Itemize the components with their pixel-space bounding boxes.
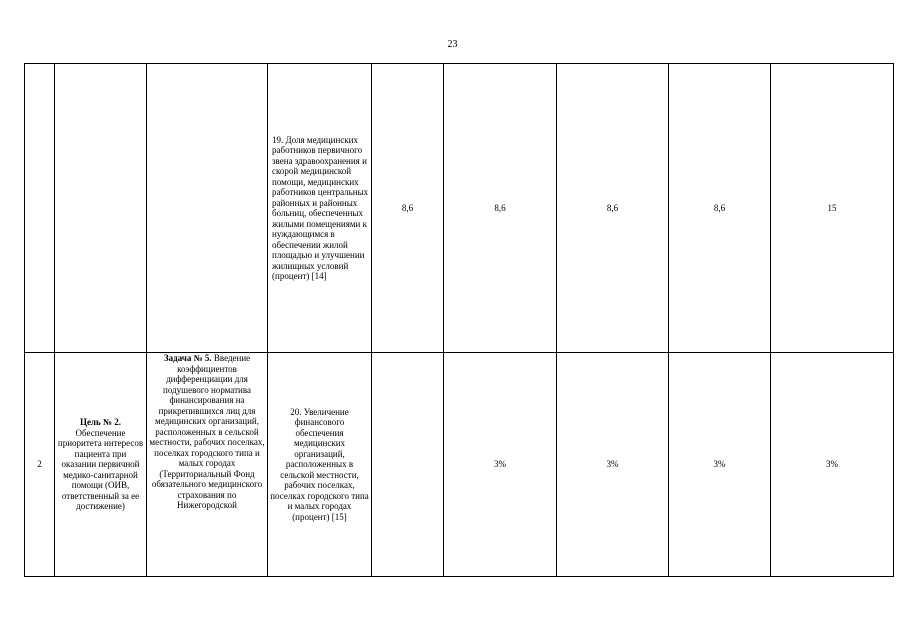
goal-title: Цель № 2. [79, 417, 122, 428]
goal-cell [55, 353, 147, 577]
indicators-table [24, 63, 894, 577]
goal-cell [55, 64, 147, 353]
value-cell: 15 [771, 64, 894, 353]
value-cell: 3% [669, 353, 771, 577]
row-number [25, 64, 55, 353]
task-cell [147, 64, 268, 353]
value-cell: 8,6 [557, 64, 669, 353]
value-cell [372, 353, 444, 577]
value-cell: 8,6 [372, 64, 444, 353]
indicator-cell: 20. Увеличение финансового обеспечения медицинских организаций, расположенных в сельской местности, рабочих поселках, поселках городского типа и малых городах (процент) [15] [268, 353, 372, 577]
row-number: 2 [25, 353, 55, 577]
table-row [25, 353, 894, 577]
goal-text: Обеспечение приоритета интересов пациента при оказании первичной медико-санитарной помощи (ОИВ, ответственный за ее достижение) [57, 427, 144, 512]
page-number: 23 [447, 39, 458, 50]
value-cell: 8,6 [444, 64, 557, 353]
value-cell: 8,6 [669, 64, 771, 353]
value-cell: 3% [557, 353, 669, 577]
task-title: Задача № 5. [163, 353, 212, 363]
task-cell [147, 353, 268, 577]
task-text: Введение коэффициентов дифференциации для подушевого норматива финансирования на прикрепившихся лиц для медицинских организаций, расположенных в сельской местности, рабочих поселках, поселках городского типа и малых городах (Территориальный Фонд обязательного медицинского страхования по Нижегородской [149, 353, 265, 510]
value-cell: 3% [771, 353, 894, 577]
table-row [25, 64, 894, 353]
value-cell: 3% [444, 353, 557, 577]
indicator-cell: 19. Доля медицинских работников первичного звена здравоохранения и скорой медицинской помощи, медицинских работников центральных районных и районных больниц, обеспеченных жилыми помещениями к нуждающимся в обеспечении жилой площадью и улучшении жилищных условий (процент) [14] [268, 64, 372, 353]
